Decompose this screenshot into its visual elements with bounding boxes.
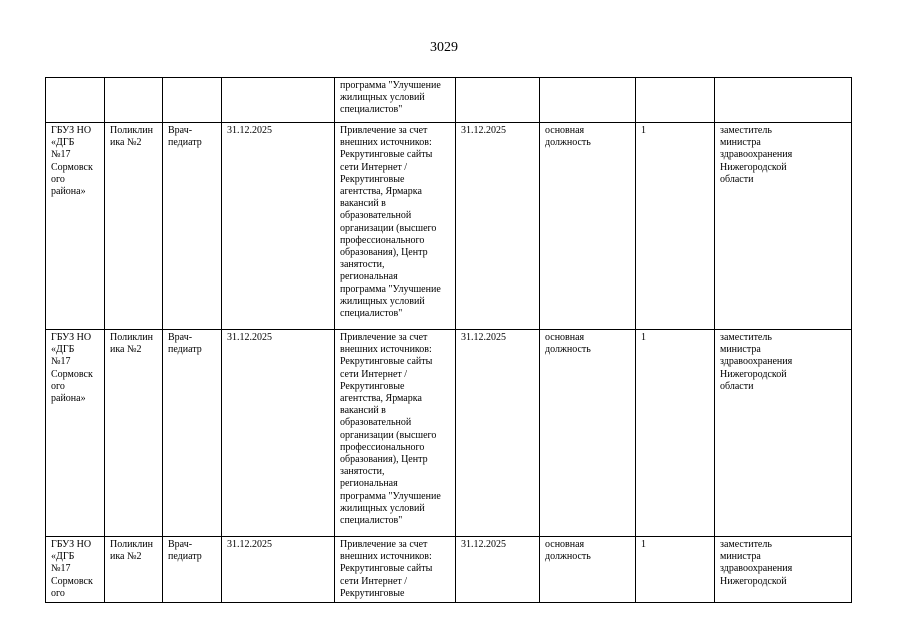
page-number: 3029	[430, 40, 458, 55]
position-cell	[163, 78, 222, 123]
deadline-cell: 31.12.2025	[456, 537, 540, 603]
responsible-cell: заместитель министра здравоохранения Нижегородской области	[715, 123, 852, 330]
measures-cell: Привлечение за счет внешних источников: Рекрутинговые сайты сети Интернет / Рекрутинговые	[335, 537, 456, 603]
responsible-cell: заместитель министра здравоохранения Нижегородской области	[715, 330, 852, 537]
position-cell: Врач- педиатр	[163, 537, 222, 603]
unit-cell	[105, 78, 163, 123]
measures-cell: Привлечение за счет внешних источников: Рекрутинговые сайты сети Интернет / Рекрутинговые агентства, Ярмарка вакансий в образовательной организации (высшего профессионального образования), Центр занятости, региональная программа "Улучшение жилищных условий специалистов"	[335, 123, 456, 330]
employment-type-cell: основная должность	[540, 330, 636, 537]
org-cell	[46, 78, 105, 123]
deadline-cell: 31.12.2025	[456, 330, 540, 537]
org-cell: ГБУЗ НО «ДГБ №17 Сормовск ого	[46, 537, 105, 603]
org-cell: ГБУЗ НО «ДГБ №17 Сормовск ого района»	[46, 330, 105, 537]
date-cell: 31.12.2025	[222, 330, 335, 537]
staffing-table	[45, 77, 852, 603]
deadline-cell	[456, 78, 540, 123]
position-cell: Врач- педиатр	[163, 330, 222, 537]
unit-cell: Поликлин ика №2	[105, 123, 163, 330]
count-cell: 1	[636, 537, 715, 603]
table-row	[46, 78, 852, 123]
count-cell: 1	[636, 330, 715, 537]
count-cell: 1	[636, 123, 715, 330]
table-row	[46, 537, 852, 603]
org-cell: ГБУЗ НО «ДГБ №17 Сормовск ого района»	[46, 123, 105, 330]
unit-cell: Поликлин ика №2	[105, 537, 163, 603]
unit-cell: Поликлин ика №2	[105, 330, 163, 537]
table-row	[46, 330, 852, 537]
responsible-cell	[715, 78, 852, 123]
employment-type-cell	[540, 78, 636, 123]
date-cell	[222, 78, 335, 123]
measures-cell: Привлечение за счет внешних источников: Рекрутинговые сайты сети Интернет / Рекрутинговые агентства, Ярмарка вакансий в образовательной организации (высшего профессионального образования), Центр занятости, региональная программа "Улучшение жилищных условий специалистов"	[335, 330, 456, 537]
responsible-cell: заместитель министра здравоохранения Нижегородской	[715, 537, 852, 603]
measures-cell: программа "Улучшение жилищных условий специалистов"	[335, 78, 456, 123]
date-cell: 31.12.2025	[222, 537, 335, 603]
date-cell: 31.12.2025	[222, 123, 335, 330]
deadline-cell: 31.12.2025	[456, 123, 540, 330]
count-cell	[636, 78, 715, 123]
position-cell: Врач- педиатр	[163, 123, 222, 330]
employment-type-cell: основная должность	[540, 537, 636, 603]
employment-type-cell: основная должность	[540, 123, 636, 330]
table-row	[46, 123, 852, 330]
